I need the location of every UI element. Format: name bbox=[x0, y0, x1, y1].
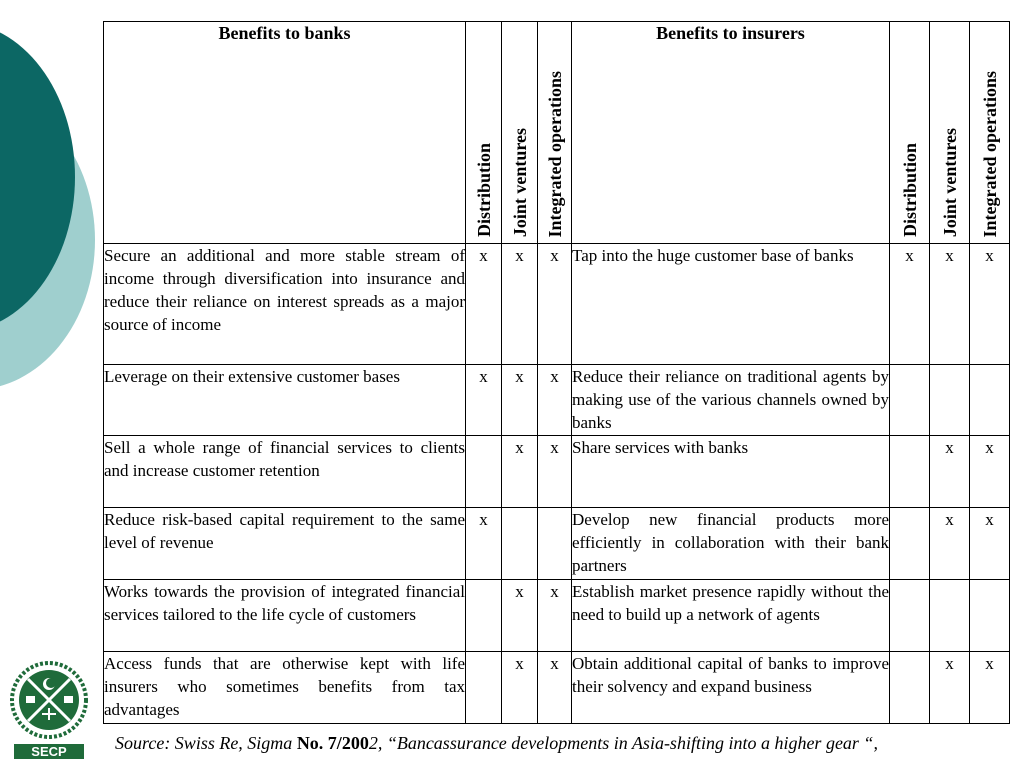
insurers-joint-ventures-header bbox=[930, 22, 970, 244]
header-label: Joint ventures bbox=[509, 127, 530, 237]
insurer-integrated-mark bbox=[970, 365, 1010, 436]
bank-benefit: Secure an additional and more stable stream of income through diversification into insurance and reduce their reliance on interest spreads as a major source of income bbox=[104, 244, 466, 365]
bank-integrated-mark: x bbox=[538, 244, 572, 365]
bank-integrated-mark bbox=[538, 508, 572, 580]
bank-integrated-mark: x bbox=[538, 436, 572, 508]
bank-joint-venture-mark: x bbox=[502, 244, 538, 365]
insurer-distribution-mark bbox=[890, 508, 930, 580]
table-row bbox=[104, 436, 1010, 508]
table-header-row bbox=[104, 22, 1010, 244]
bank-distribution-mark: x bbox=[466, 244, 502, 365]
header-label: Distribution bbox=[899, 142, 920, 237]
insurer-integrated-mark: x bbox=[970, 508, 1010, 580]
insurer-integrated-mark bbox=[970, 580, 1010, 652]
bank-distribution-mark bbox=[466, 436, 502, 508]
insurers-distribution-header bbox=[890, 22, 930, 244]
bank-integrated-mark: x bbox=[538, 652, 572, 724]
table-row bbox=[104, 652, 1010, 724]
header-label: Integrated operations bbox=[544, 70, 565, 237]
bank-benefit: Works towards the provision of integrated financial services tailored to the life cycle of customers bbox=[104, 580, 466, 652]
insurers-header: Benefits to insurers bbox=[572, 22, 890, 244]
bank-distribution-mark: x bbox=[466, 365, 502, 436]
bank-benefit: Leverage on their extensive customer bases bbox=[104, 365, 466, 436]
insurer-distribution-mark: x bbox=[890, 244, 930, 365]
banks-header: Benefits to banks bbox=[104, 22, 466, 244]
insurer-distribution-mark bbox=[890, 652, 930, 724]
header-label: Distribution bbox=[473, 142, 494, 237]
bank-joint-venture-mark bbox=[502, 508, 538, 580]
bank-joint-venture-mark: x bbox=[502, 652, 538, 724]
insurer-integrated-mark: x bbox=[970, 244, 1010, 365]
secp-logo bbox=[6, 660, 92, 760]
insurer-benefit: Tap into the huge customer base of banks bbox=[572, 244, 890, 365]
table-row bbox=[104, 580, 1010, 652]
table-row bbox=[104, 365, 1010, 436]
bank-distribution-mark: x bbox=[466, 508, 502, 580]
insurer-benefit: Share services with banks bbox=[572, 436, 890, 508]
insurer-joint-venture-mark bbox=[930, 580, 970, 652]
insurer-benefit: Obtain additional capital of banks to improve their solvency and expand business bbox=[572, 652, 890, 724]
logo-text: SECP bbox=[31, 744, 67, 759]
banks-joint-ventures-header bbox=[502, 22, 538, 244]
bank-joint-venture-mark: x bbox=[502, 580, 538, 652]
bank-distribution-mark bbox=[466, 652, 502, 724]
insurer-joint-venture-mark: x bbox=[930, 436, 970, 508]
bank-joint-venture-mark: x bbox=[502, 436, 538, 508]
source-citation bbox=[115, 733, 1015, 754]
insurer-benefit: Establish market presence rapidly without the need to build up a network of agents bbox=[572, 580, 890, 652]
insurer-benefit: Reduce their reliance on traditional agents by making use of the various channels owned by banks bbox=[572, 365, 890, 436]
insurer-benefit: Develop new financial products more efficiently in collaboration with their bank partners bbox=[572, 508, 890, 580]
table-row bbox=[104, 508, 1010, 580]
header-label: Joint ventures bbox=[939, 127, 960, 237]
bank-integrated-mark: x bbox=[538, 365, 572, 436]
table-row bbox=[104, 244, 1010, 365]
insurer-distribution-mark bbox=[890, 365, 930, 436]
secp-emblem-icon bbox=[6, 660, 92, 760]
source-text-part3: 2, “Bancassurance developments in Asia-shifting into a higher gear “, bbox=[368, 733, 878, 753]
source-text-part2: No. 7/200 bbox=[296, 733, 369, 753]
banks-integrated-operations-header bbox=[538, 22, 572, 244]
insurer-joint-venture-mark bbox=[930, 365, 970, 436]
insurer-joint-venture-mark: x bbox=[930, 652, 970, 724]
source-text-part1: Source: Swiss Re, Sigma bbox=[115, 733, 297, 753]
bank-benefit: Sell a whole range of financial services to clients and increase customer retention bbox=[104, 436, 466, 508]
benefits-table bbox=[103, 21, 1010, 724]
bank-benefit: Reduce risk-based capital requirement to the same level of revenue bbox=[104, 508, 466, 580]
bank-integrated-mark: x bbox=[538, 580, 572, 652]
bank-distribution-mark bbox=[466, 580, 502, 652]
insurer-integrated-mark: x bbox=[970, 436, 1010, 508]
header-label: Integrated operations bbox=[979, 70, 1000, 237]
insurers-integrated-operations-header bbox=[970, 22, 1010, 244]
insurer-distribution-mark bbox=[890, 436, 930, 508]
insurer-joint-venture-mark: x bbox=[930, 508, 970, 580]
bank-joint-venture-mark: x bbox=[502, 365, 538, 436]
banks-distribution-header bbox=[466, 22, 502, 244]
insurer-distribution-mark bbox=[890, 580, 930, 652]
bank-benefit: Access funds that are otherwise kept with life insurers who sometimes benefits from tax advantages bbox=[104, 652, 466, 724]
insurer-joint-venture-mark: x bbox=[930, 244, 970, 365]
insurer-integrated-mark: x bbox=[970, 652, 1010, 724]
